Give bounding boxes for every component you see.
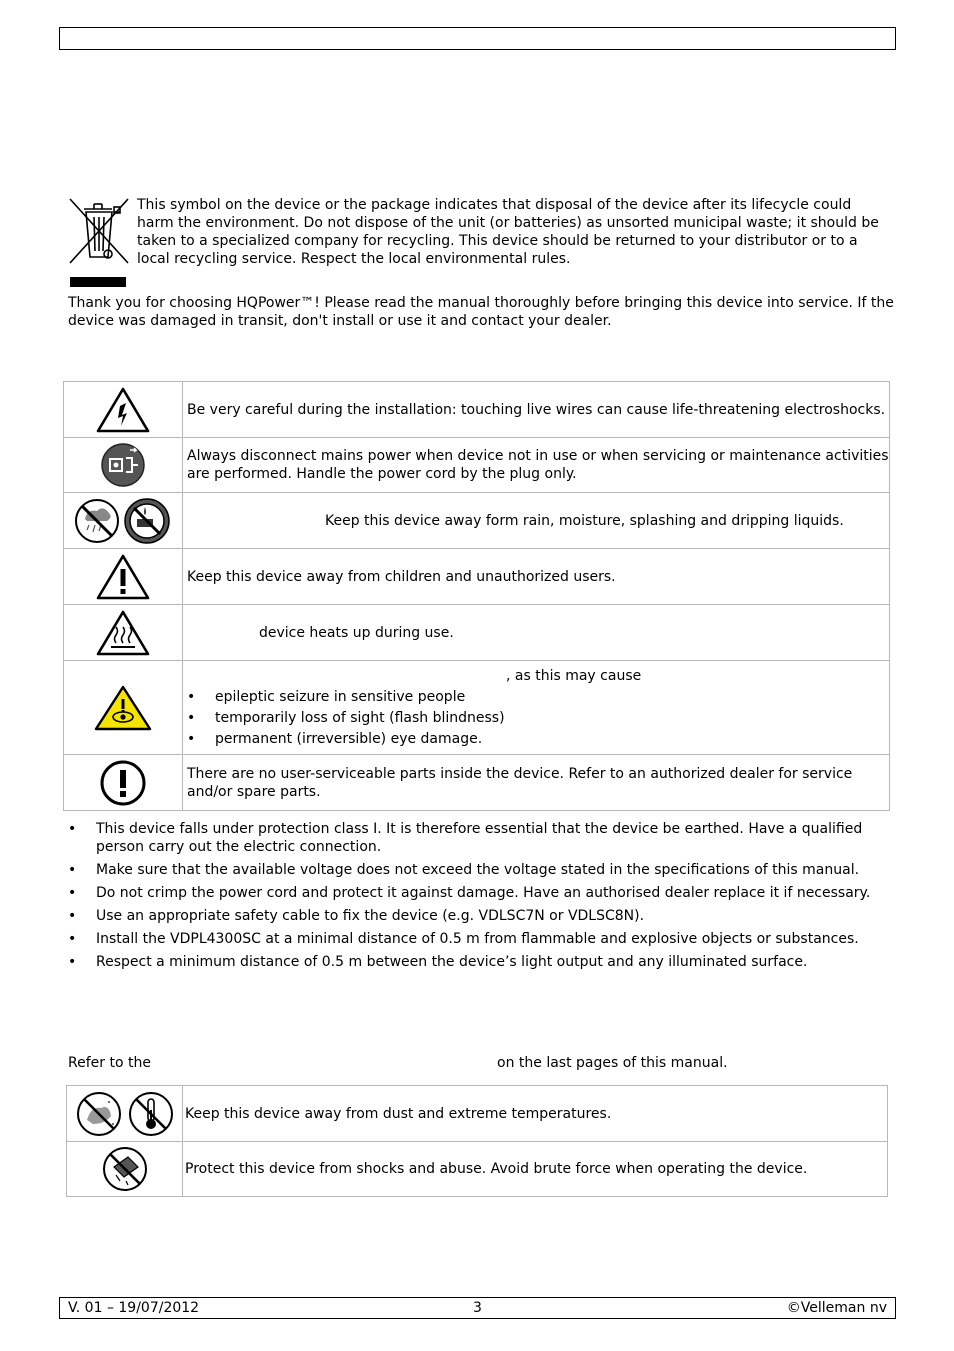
table-row bbox=[64, 382, 890, 438]
mandatory-attention-icon bbox=[98, 775, 148, 791]
safety-text: There are no user-serviceable parts inside the device. Refer to an authorized dealer for service and/or spare parts. bbox=[183, 755, 890, 811]
care-text: Keep this device away from dust and extreme temperatures. bbox=[183, 1086, 888, 1142]
refer-line bbox=[68, 1054, 898, 1072]
footer-copyright: ©Velleman nv bbox=[786, 1300, 887, 1316]
list-item: • Respect a minimum distance of 0.5 m between the device’s light output and any illuminated surface. bbox=[68, 953, 888, 971]
table-row bbox=[64, 493, 890, 549]
list-item: • Use an appropriate safety cable to fix the device (e.g. VDLSC7N or VDLSC8N). bbox=[68, 907, 888, 925]
weee-disposal-text: This symbol on the device or the package indicates that disposal of the device after its lifecycle could harm the environment. Do not dispose of the unit (or batteries) as unsorted municipal waste; it should be taken to a specialized company for recycling. This device should be returned to your distributor or to a local recycling service. Respect the local environmental rules. bbox=[137, 197, 879, 267]
page-header-frame bbox=[59, 27, 896, 50]
table-row bbox=[64, 605, 890, 661]
list-item: • epileptic seizure in sensitive people bbox=[187, 688, 889, 706]
weee-bin-icon bbox=[68, 195, 132, 289]
list-item: • Install the VDPL4300SC at a minimal distance of 0.5 m from flammable and explosive objects or substances. bbox=[68, 930, 888, 948]
electric-shock-warning-icon bbox=[96, 402, 150, 418]
safety-text: Keep this device away from children and unauthorized users. bbox=[183, 549, 890, 605]
care-text: Protect this device from shocks and abuse. Avoid brute force when operating the device. bbox=[183, 1142, 888, 1197]
footer-version: V. 01 – 19/07/2012 bbox=[68, 1300, 200, 1316]
footer-page-number: 3 bbox=[473, 1300, 482, 1316]
safety-instructions-table bbox=[63, 381, 890, 811]
list-item: • Make sure that the available voltage does not exceed the voltage stated in the specifications of this manual. bbox=[68, 861, 888, 879]
intro-paragraph: Thank you for choosing HQPower™! Please read the manual thoroughly before bringing this device into service. If the device was damaged in transit, don't install or use it and contact your dealer. bbox=[68, 295, 894, 329]
refer-text-end: on the last pages of this manual. bbox=[497, 1055, 728, 1071]
table-row bbox=[64, 661, 890, 755]
eye-hazard-warning-icon bbox=[94, 700, 152, 716]
table-row bbox=[67, 1086, 888, 1142]
guidelines-list bbox=[68, 820, 888, 976]
no-shocks-icon bbox=[100, 1161, 150, 1177]
list-item: • permanent (irreversible) eye damage. bbox=[187, 730, 889, 748]
list-item: • This device falls under protection class I. It is therefore essential that the device be earthed. Have a qualified person carry out the electric connection. bbox=[68, 820, 888, 856]
safety-text: Be very careful during the installation: touching live wires can cause life-threatening electroshocks. bbox=[183, 382, 890, 438]
care-table bbox=[66, 1085, 888, 1197]
list-item: • temporarily loss of sight (flash blindness) bbox=[187, 709, 889, 727]
safety-text: Keep this device away form rain, moisture, splashing and dripping liquids. bbox=[325, 512, 844, 529]
table-row bbox=[64, 755, 890, 811]
table-row bbox=[64, 438, 890, 493]
safety-text: device heats up during use. bbox=[259, 624, 454, 641]
page-footer bbox=[59, 1297, 896, 1319]
eye-hazard-list bbox=[187, 688, 889, 748]
safety-text: , as this may cause bbox=[506, 668, 642, 684]
no-rain-no-splash-icon bbox=[73, 513, 173, 529]
dust-temperature-icon bbox=[75, 1106, 175, 1122]
table-row bbox=[67, 1142, 888, 1197]
safety-text: Always disconnect mains power when device not in use or when servicing or maintenance activities are performed. Handle the power cord by the plug only. bbox=[183, 438, 890, 493]
hot-surface-warning-icon bbox=[96, 625, 150, 641]
list-item: • Do not crimp the power cord and protect it against damage. Have an authorised dealer replace it if necessary. bbox=[68, 884, 888, 902]
general-warning-icon bbox=[96, 569, 150, 585]
unplug-mains-icon bbox=[100, 457, 146, 473]
table-row bbox=[64, 549, 890, 605]
refer-text-start: Refer to the bbox=[68, 1055, 151, 1071]
